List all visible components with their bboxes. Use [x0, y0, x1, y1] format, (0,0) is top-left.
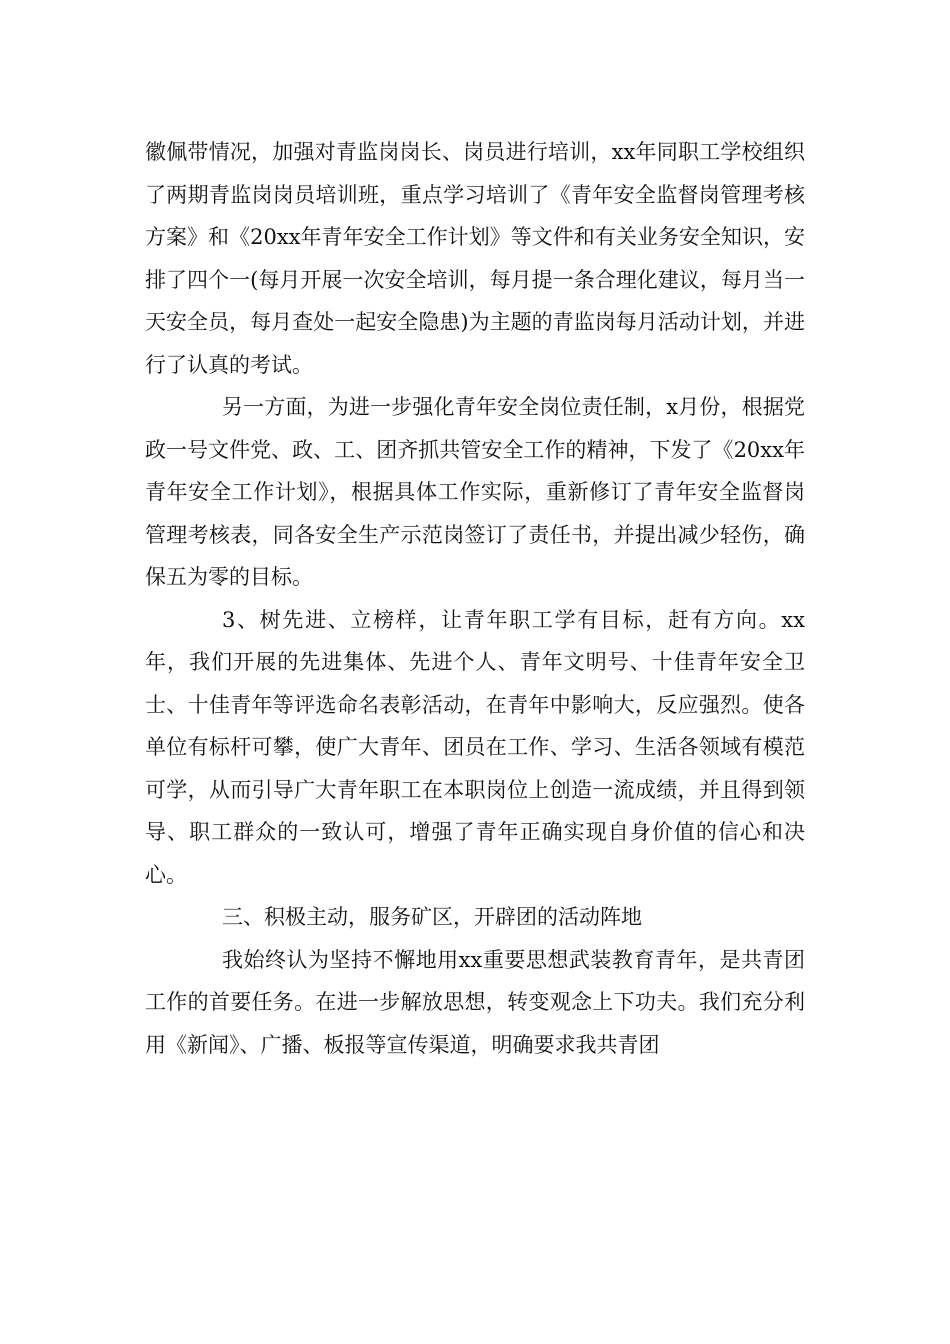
paragraph-responsibility: 另一方面，为进一步强化青年安全岗位责任制，x月份，根据党政一号文件党、政、工、团齐抓共管安全工作的精神，下发了《20xx年青年安全工作计划》，根据具体工作实际，重新修订了青年安全监督岗管理考核表，同各安全生产示范岗签订了责任书，并提出减少轻伤，确保五为零的目标。 — [145, 395, 805, 589]
paragraph-role-models: 3、树先进、立榜样，让青年职工学有目标，赶有方向。xx年，我们开展的先进集体、先进个人、青年文明号、十佳青年安全卫士、十佳青年等评选命名表彰活动，在青年中影响大，反应强烈。使各单位有标杆可攀，使广大青年、团员在工作、学习、生活各领域有模范可学，从而引导广大青年职工在本职岗位上创造一流成绩，并且得到领导、职工群众的一致认可，增强了青年正确实现自身价值的信心和决心。 — [145, 607, 805, 887]
paragraph-ideology: 我始终认为坚持不懈地用xx重要思想武装教育青年，是共青团工作的首要任务。在进一步解放思想，转变观念上下功夫。我们充分利用《新闻》、广播、板报等宣传渠道，明确要求我共青团 — [145, 947, 805, 1057]
document-body — [145, 131, 805, 1066]
paragraph-training: 徽佩带情况，加强对青监岗岗长、岗员进行培训，xx年同职工学校组织了两期青监岗岗员培训班，重点学习培训了《青年安全监督岗管理考核方案》和《20xx年青年安全工作计划》等文件和有关业务安全知识，安排了四个一(每月开展一次安全培训，每月提一条合理化建议，每月当一天安全员，每月查处一起安全隐患)为主题的青监岗每月活动计划，并进行了认真的考试。 — [145, 140, 805, 377]
section-heading: 三、积极主动，服务矿区，开辟团的活动阵地 — [222, 905, 642, 929]
